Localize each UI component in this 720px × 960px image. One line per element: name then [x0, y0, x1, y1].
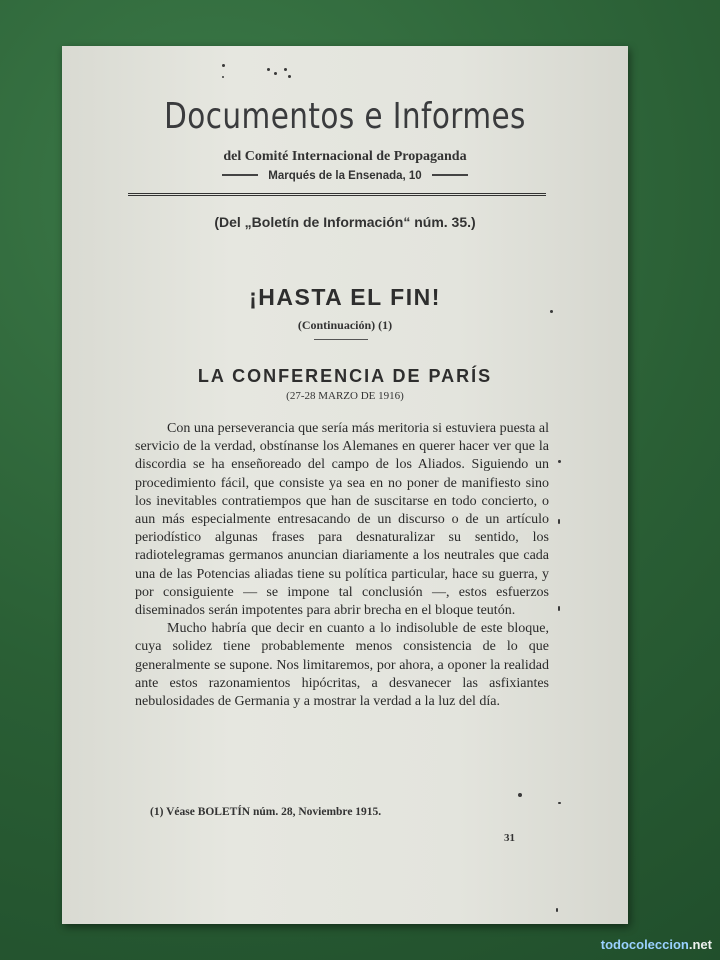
- watermark-brand: todocoleccion: [600, 937, 689, 952]
- masthead-address: Marqués de la Ensenada, 10: [268, 170, 422, 182]
- double-rule-right: [432, 174, 468, 179]
- double-rule-left: [222, 174, 258, 179]
- masthead-subtitle: del Comité Internacional de Propaganda: [223, 149, 467, 164]
- watermark-suffix: .net: [688, 937, 712, 952]
- ink-dot: [267, 68, 270, 71]
- ink-dot: [222, 76, 224, 78]
- ink-dot: [558, 460, 561, 463]
- ink-dot: [558, 802, 561, 804]
- masthead-divider: [128, 193, 546, 200]
- headline-divider: [314, 339, 368, 340]
- article-body: [135, 420, 549, 711]
- document-page: [62, 46, 628, 924]
- masthead-title: Documentos e Informes: [164, 96, 526, 137]
- article-headline: ¡HASTA EL FIN!: [249, 284, 441, 310]
- ink-dot: [288, 75, 291, 78]
- footnote: (1) Véase BOLETÍN núm. 28, Noviembre 1915.: [150, 806, 382, 818]
- section-title: LA CONFERENCIA DE PARÍS: [197, 366, 493, 386]
- section-date: (27-28 MARZO DE 1916): [286, 390, 404, 402]
- ink-dot: [518, 793, 522, 797]
- body-paragraph: Mucho habría que decir en cuanto a lo indisoluble de este bloque, cuya solidez tiene probablemente menos consistencia de lo que generalmente se supone. Nos limitaremos, por ahora, a oponer la realidad ante estos razonamientos hipócritas, a desvanecer las asfixiantes nebulosidades de Germania y a mostrar la verdad a la luz del día.: [135, 621, 549, 710]
- ink-dot: [558, 519, 560, 524]
- ink-dot: [222, 64, 225, 67]
- body-paragraph: Con una perseverancia que sería más meritoria si estuviera puesta al servicio de la verdad, obstínanse los Alemanes en querer hacer ver que la discordia se ha enseñoreado del campo de los Aliados. Siguiendo un procedimiento fácil, que consiste ya sea en no poner de manifiesto sino los inevitables contratiempos que han de suscitarse en todo concierto, o aun más especialmente entresacando de un discurso o de un artículo periodístico algunas frases para desnaturalizar su sentido, los radiotelegramas germanos anuncian diariamente a los neutrales que cada una de las Potencias aliadas tiene su política particular, hace su guerra, y por consiguiente — se impone tal conclusión —, estos esfuerzos diseminados serán impotentes para abrir brecha en el bloque teutón.: [135, 421, 549, 619]
- ink-dot: [556, 908, 558, 912]
- page-number: 31: [504, 832, 515, 844]
- address-row: [62, 170, 628, 182]
- ink-dot: [558, 606, 560, 611]
- ink-dot: [284, 68, 287, 71]
- ink-dot: [550, 310, 553, 313]
- watermark-logo: [601, 937, 712, 952]
- continuation-label: (Continuación) (1): [297, 318, 393, 332]
- ink-dot: [274, 72, 277, 75]
- source-note: (Del „Boletín de Información“ núm. 35.): [214, 214, 476, 230]
